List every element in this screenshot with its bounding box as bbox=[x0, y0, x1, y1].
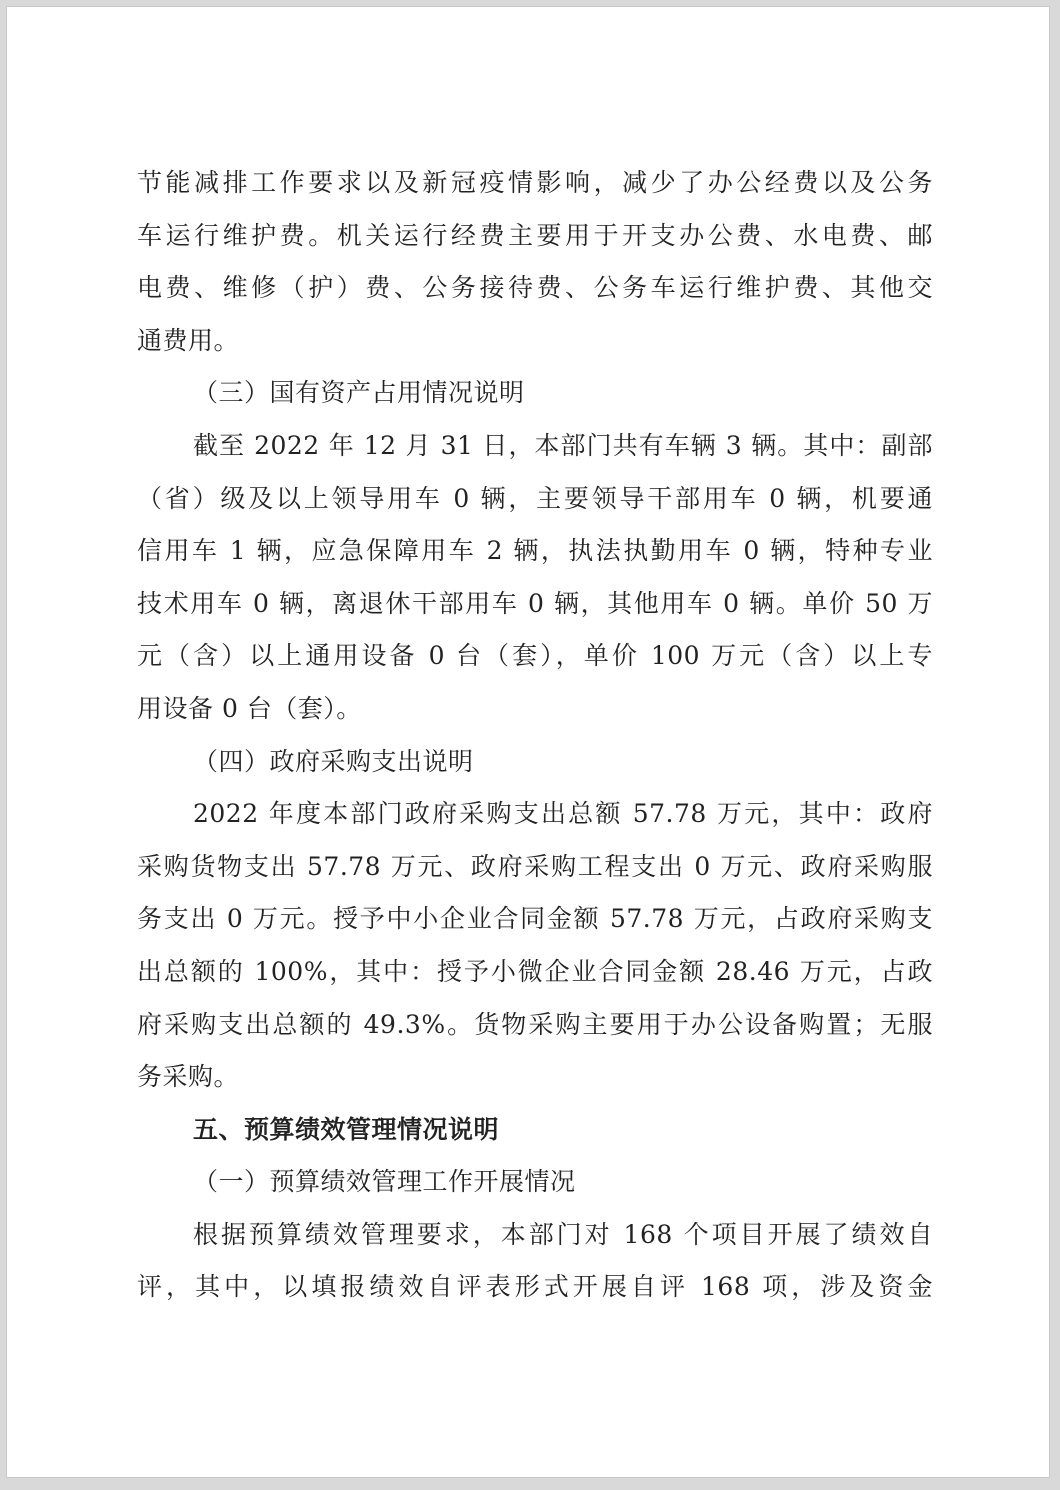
subheading-procurement: （四）政府采购支出说明 bbox=[193, 746, 474, 776]
paragraph-performance bbox=[137, 1209, 933, 1314]
subheading-performance-work: （一）预算绩效管理工作开展情况 bbox=[193, 1167, 576, 1197]
text-line: 车运行维护费。机关运行经费主要用于开支办公费、水电费、邮 bbox=[137, 220, 933, 250]
text-line: 通费用。 bbox=[137, 325, 240, 355]
paragraph-procurement bbox=[137, 788, 933, 1104]
text-line: 电费、维修（护）费、公务接待费、公务车运行维护费、其他交 bbox=[137, 273, 933, 303]
text-line: 评，其中，以填报绩效自评表形式开展自评 168 项，涉及资金 bbox=[137, 1272, 933, 1302]
text-line: 节能减排工作要求以及新冠疫情影响，减少了办公经费以及公务 bbox=[137, 168, 933, 197]
text-line: 出总额的 100%，其中：授予小微企业合同金额 28.46 万元，占政 bbox=[137, 956, 933, 986]
text-line: 信用车 1 辆，应急保障用车 2 辆，执法执勤用车 0 辆，特种专业 bbox=[137, 536, 933, 566]
paragraph-vehicle-expenses bbox=[137, 157, 933, 367]
text-line: 府采购支出总额的 49.3%。货物采购主要用于办公设备购置；无服 bbox=[137, 1009, 933, 1039]
text-line: （省）级及以上领导用车 0 辆，主要领导干部用车 0 辆，机要通 bbox=[137, 483, 933, 513]
text-line: 用设备 0 台（套）。 bbox=[137, 693, 362, 723]
subheading-state-assets: （三）国有资产占用情况说明 bbox=[193, 378, 525, 408]
text-line: 截至 2022 年 12 月 31 日，本部门共有车辆 3 辆。其中：副部 bbox=[193, 430, 933, 460]
text-line: 元（含）以上通用设备 0 台（套），单价 100 万元（含）以上专 bbox=[137, 641, 933, 671]
paragraph-vehicles bbox=[137, 420, 933, 736]
text-line: 采购货物支出 57.78 万元、政府采购工程支出 0 万元、政府采购服 bbox=[137, 851, 933, 881]
document-page bbox=[6, 6, 1050, 1478]
text-line: 2022 年度本部门政府采购支出总额 57.78 万元，其中：政府 bbox=[193, 799, 933, 829]
text-line: 根据预算绩效管理要求，本部门对 168 个项目开展了绩效自 bbox=[193, 1219, 933, 1249]
text-line: 务采购。 bbox=[137, 1062, 240, 1092]
section-heading-performance: 五、预算绩效管理情况说明 bbox=[193, 1114, 500, 1144]
text-line: 务支出 0 万元。授予中小企业合同金额 57.78 万元，占政府采购支 bbox=[137, 904, 933, 934]
text-line: 技术用车 0 辆，离退休干部用车 0 辆，其他用车 0 辆。单价 50 万 bbox=[137, 588, 933, 618]
document-body bbox=[137, 157, 933, 1314]
